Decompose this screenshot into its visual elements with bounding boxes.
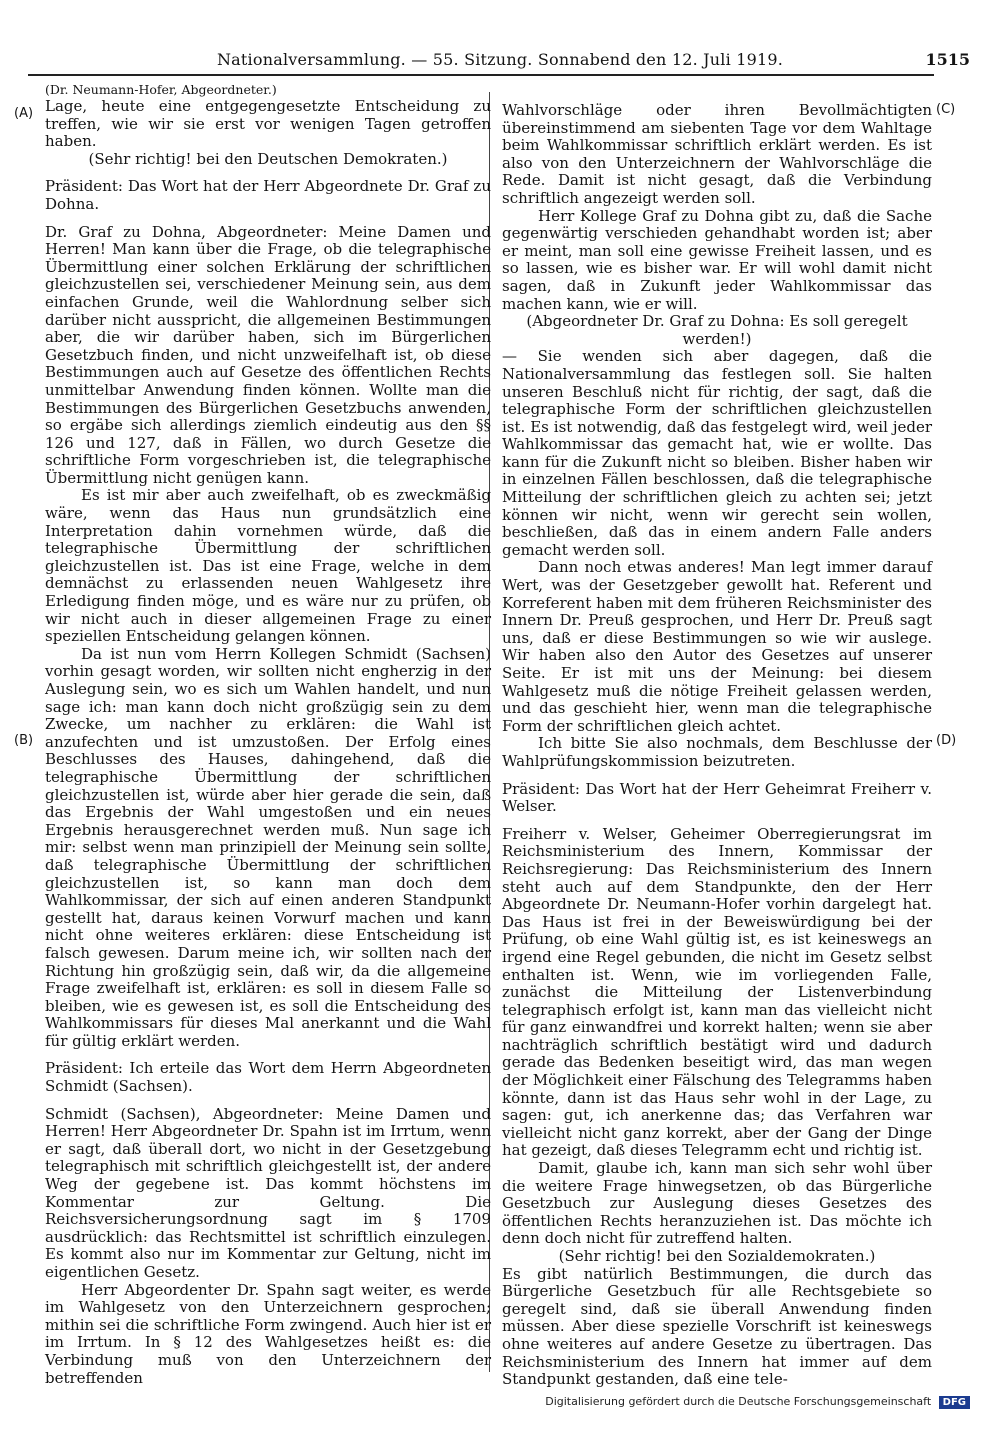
speaker-paragraph: Schmidt (Sachsen), Abgeordneter: Meine Damen und Herren! Herr Abgeordneter Dr. Spahn ist im Irrtum, wenn er sagt, daß überall dort, wo nicht in der Gesetzgebung telegraphisch mit schriftlich gleichgestellt ist, der andere Weg der gegebene ist. Das kommt höchstens im Kommentar zur Geltung. Die Reichsversicherungsordnung sagt im § 1709 ausdrücklich: das Rechtsmittel ist schriftlich einzulegen. Es kommt also nur im Kommentar zur Geltung, nicht im eigentlichen Gesetz. (45, 1104, 491, 1281)
margin-marker-a: (A) (14, 106, 34, 121)
paragraph: Herr Kollege Graf zu Dohna gibt zu, daß die Sache gegenwärtig verschieden gehandhabt worden ist; aber er meint, man soll eine gewisse Freiheit lassen, und es so lassen, wie es bisher war. Er will wohl damit nicht sagen, daß in Zukunft jeder Wahlkommissar das machen kann, wie er will. (502, 206, 932, 313)
paragraph: Es ist mir aber auch zweifelhaft, ob es zweckmäßig wäre, wenn das Haus nun grundsätzlich eine Interpretation dahin vornehmen würde, daß die telegraphische Übermittlung der schriftlichen gleichzustellen ist. Das ist eine Frage, welche in dem demnächst zu erlassenden neuen Wahlgesetz ihre Erledigung finden möge, und es wäre nur zu prüfen, ob wir nicht auch in dieser allgemeinen Frage zu einer speziellen Entscheidung gelangen können. (45, 486, 491, 646)
interjection: (Sehr richtig! bei den Sozialdemokraten.) (558, 1247, 876, 1265)
page-number: 1515 (925, 50, 970, 69)
speaker-paragraph: Freiherr v. Welser, Geheimer Oberregierungsrat im Reichsministerium des Innern, Kommissar der Reichsregierung: Das Reichsministerium des Innern steht auch auf dem Standpunkte, den der Herr Abgeordnete Dr. Neumann-Hofer vorhin dargelegt hat. Das Haus ist frei in der Beweiswürdigung bei der Prüfung, ob eine Wahl gültig ist, es ist keineswegs an irgend eine Regel gebunden, die nicht im Gesetz selbst enthalten ist. Wenn, wie im vorliegenden Falle, zunächst die Mitteilung der Listenverbindung telegraphisch erfolgt ist, kann man das vielleicht nicht für ganz einwandfrei und korrekt halten; wenn sie aber nachträglich schriftlich bestätigt wird und dadurch gerade das Bedenken beseitigt wird, das man wegen der Möglichkeit einer Fälschung des Telegramms haben könnte, dann ist das Haus sehr wohl in der Lage, zu sagen: gut, ich anerkenne das; das Verfahren war vielleicht nicht ganz korrekt, aber der Gang der Dinge hat gezeigt, daß dieses Telegramm echt und richtig ist. (502, 824, 932, 1160)
paragraph: Es gibt natürlich Bestimmungen, die durch das Bürgerliche Gesetzbuch für alle Rechtsgebiete so geregelt sind, daß sie überall Anwendung finden müssen. Aber diese spezielle Vorschrift ist keineswegs ohne weiteres auf andere Gesetze zu übertragen. Das Reichsministerium des Innern hat immer auf dem Standpunkt gestanden, daß eine tele- (502, 1264, 932, 1389)
margin-marker-b: (B) (14, 733, 34, 748)
paragraph: Ich bitte Sie also nochmals, dem Beschlusse der Wahlprüfungskommission beizutreten. (502, 734, 932, 770)
left-column (45, 82, 491, 1387)
speaker-paragraph: Dr. Graf zu Dohna, Abgeordneter: Meine Damen und Herren! Man kann über die Frage, ob die telegraphische Übermittlung einer solchen Erklärung der schriftlichen gleichzustellen sei, verschiedener Meinung sein, aus dem einfachen Grunde, weil die Wahlordnung selber sich darüber nicht ausspricht, die allgemeinen Bestimmungen aber, die wir darüber haben, sich im Bürgerlichen Gesetzbuch finden, und nicht unzweifelhaft ist, ob diese Bestimmungen auch auf Gesetze des öffentlichen Rechts unmittelbar Anwendung finden können. Wollte man die Bestimmungen des Bürgerlichen Gesetzbuchs anwenden, so ergäbe sich allerdings ziemlich eindeutig aus den §§ 126 und 127, daß in Fällen, wo durch Gesetze die schriftliche Form vorgeschrieben ist, die telegraphische Übermittlung nicht genügen kann. (45, 222, 491, 487)
margin-marker-c: (C) (936, 102, 956, 117)
paragraph: Lage, heute eine entgegengesetzte Entscheidung zu treffen, wie wir sie erst vor wenigen Tagen getroffen haben. (45, 97, 491, 151)
right-column (502, 82, 932, 1389)
header-rule (28, 74, 934, 76)
speaker-continuation: (Dr. Neumann-Hofer, Abgeordneter.) (45, 82, 277, 97)
paragraph: — Sie wenden sich aber dagegen, daß die Nationalversammlung das festlegen soll. Sie halten unseren Beschluß nicht für richtig, der sagt, daß die telegraphische Form der schriftlichen gleichzustellen ist. Es ist notwendig, daß das festgelegt wird, weil jeder Wahlkommissar das gemacht hat, wie er wollte. Das kann für die Zukunft nicht so bleiben. Bisher haben wir in einzelnen Fällen beschlossen, daß die telegraphische Mitteilung der schriftlichen gleich zu achten sei; jetzt können wir nicht, wenn wir gerecht sein wollen, beschließen, daß das in einem andern Falle anders gemacht werden soll. (502, 347, 932, 559)
dfg-logo: DFG (939, 1396, 970, 1409)
digitization-footer (545, 1395, 970, 1409)
paragraph: Herr Abgeordenter Dr. Spahn sagt weiter, es werde im Wahlgesetz von den Unterzeichnern gesprochen; mithin sei die schriftliche Form zwingend. Auch hier ist er im Irrtum. In § 12 des Wahlgesetzes heißt es: die Verbindung muß von den Unterzeichnern der betreffenden (45, 1280, 491, 1387)
paragraph: Wahlvorschläge oder ihren Bevollmächtigten übereinstimmend am siebenten Tage vor dem Wahltage beim Wahlkommissar schriftlich erklärt werden. Es ist also von den Unterzeichnern der Wahlvorschläge die Rede. Damit ist nicht gesagt, daß die Verbindung schriftlich angezeigt werden soll. (502, 101, 932, 207)
paragraph: Da ist nun vom Herrn Kollegen Schmidt (Sachsen) vorhin gesagt worden, wir sollten nicht engherzig in der Auslegung sein, wo es sich um Wahlen handelt, und nun sage ich: man kann doch nicht großzügig sein zu dem Zwecke, um nachher zu erklären: die Wahl ist anzufechten und ist umzustoßen. Der Erfolg eines Beschlusses des Hauses, dahingehend, daß die telegraphische Übermittlung der schriftlichen gleichzustellen ist, würde aber hier gerade die sein, daß das Ergebnis der Wahl umgestoßen und ein neues Ergebnis herausgerechnet werden muß. Nun sage ich mir: selbst wenn man prinzipiell der Meinung sein sollte, daß telegraphische Übermittlung der schriftlichen gleichzustellen ist, so kann man doch dem Wahlkommissar, der sich auf einen anderen Standpunkt gestellt hat, daraus keinen Vorwurf machen und kann nicht ohne weiteres erklären: diese Entscheidung ist falsch gewesen. Darum meine ich, wir sollten nach der Richtung hin großzügig sein, daß wir, da die allgemeine Frage zweifelhaft ist, erklären: es soll in diesem Falle so bleiben, wie es gewesen ist, es soll die Entscheidung des Wahlkommissars für dieses Mal anerkannt und die Wahl für gültig erklärt werden. (45, 644, 491, 1050)
paragraph: Damit, glaube ich, kann man sich sehr wohl über die weitere Frage hinwegsetzen, ob das Bürgerliche Gesetzbuch zur Auslegung dieses Gesetzes des öffentlichen Rechts heranzuziehen ist. Das möchte ich denn doch nicht für zutreffend halten. (502, 1159, 932, 1248)
speaker-paragraph: Präsident: Das Wort hat der Herr Abgeordnete Dr. Graf zu Dohna. (45, 177, 491, 213)
interjection: (Abgeordneter Dr. Graf zu Dohna: Es soll geregelt werden!) (526, 312, 908, 348)
interjection: (Sehr richtig! bei den Deutschen Demokraten.) (88, 149, 448, 168)
footer-text: Digitalisierung gefördert durch die Deutsche Forschungsgemeinschaft (545, 1395, 932, 1408)
speaker-paragraph: Präsident: Das Wort hat der Herr Geheimrat Freiherr v. Welser. (502, 779, 932, 816)
paragraph: Dann noch etwas anderes! Man legt immer darauf Wert, was der Gesetzgeber gewollt hat. Referent und Korreferent haben mit dem früheren Reichsminister des Innern Dr. Preuß gesprochen, und Herr Dr. Preuß sagt uns, daß er diese Bestimmungen so wie wir auslege. Wir haben also den Autor des Gesetzes auf unserer Seite. Er ist mit uns der Meinung: bei diesem Wahlgesetz muß die nötige Freiheit gelassen werden, und das geschieht hier, wenn man die telegraphische Form der schriftlichen gleich achtet. (502, 558, 932, 735)
running-title: Nationalversammlung. — 55. Sitzung. Sonnabend den 12. Juli 1919. (216, 50, 783, 69)
page-header (30, 50, 970, 74)
speaker-paragraph: Präsident: Ich erteile das Wort dem Herrn Abgeordneten Schmidt (Sachsen). (45, 1059, 491, 1096)
margin-marker-d: (D) (936, 733, 957, 748)
